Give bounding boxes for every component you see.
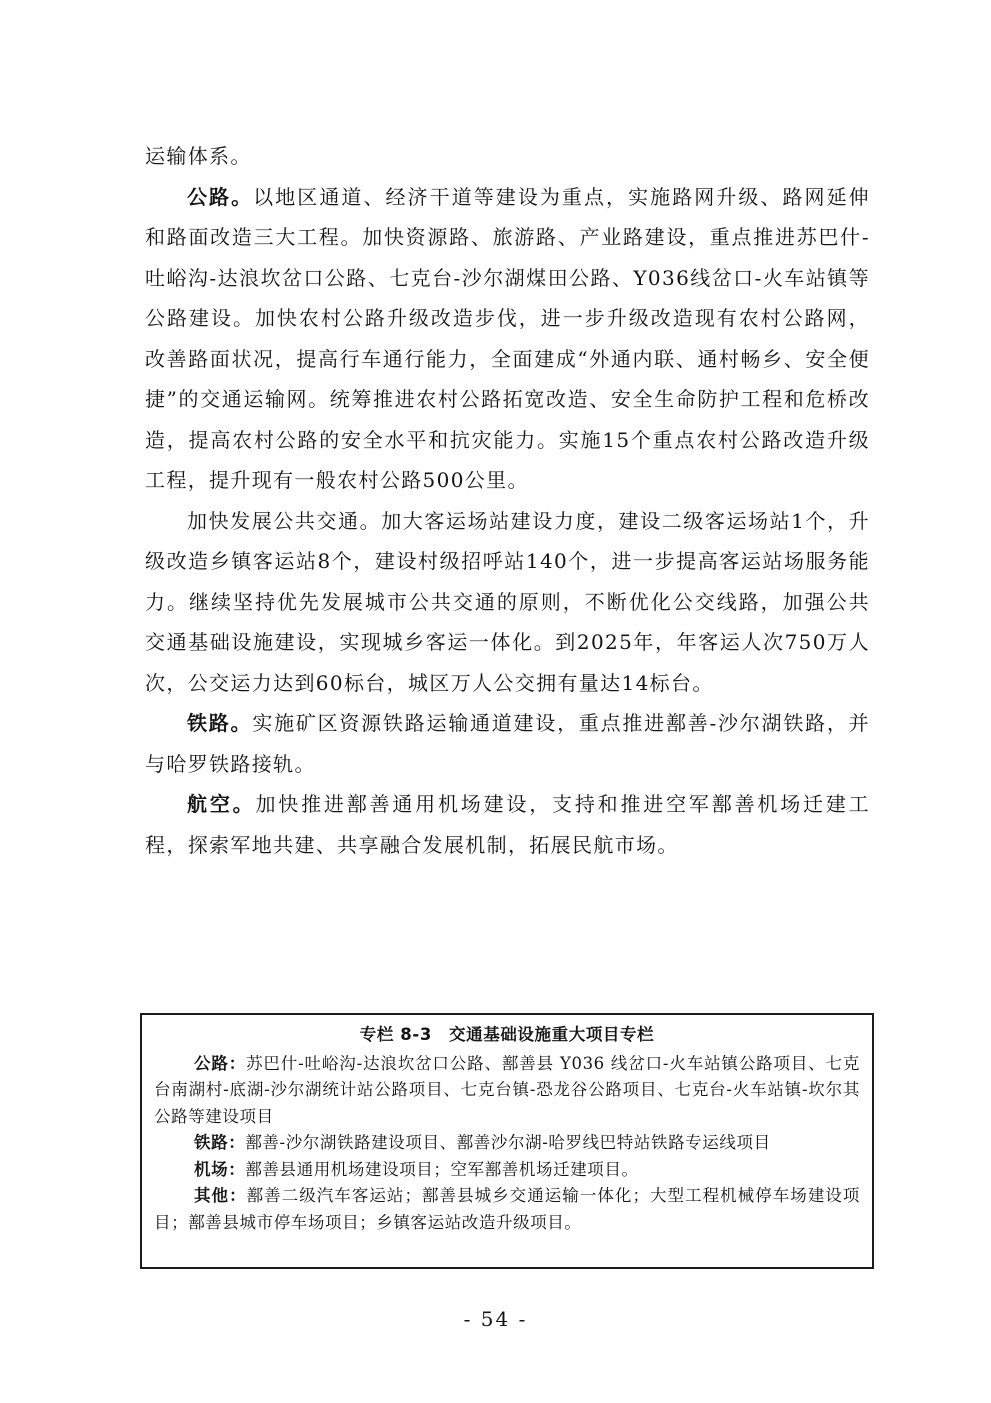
paragraph-continuation bbox=[145, 136, 870, 177]
paragraph-railway bbox=[145, 703, 870, 784]
paragraph-text: 加快发展公共交通。加大客运场站建设力度，建设二级客运场站1个，升级改造乡镇客运站8个，建设村级招呼站140个，进一步提高客运站场服务能力。继续坚持优先发展城市公共交通的原则，不断优化公交线路，加强公共交通基础设施建设，实现城乡客运一体化。到2025年，年客运人次750万人次，公交运力达到60标台，城区万人公交拥有量达14标台。 bbox=[145, 508, 870, 695]
box-item-text: 苏巴什-吐峪沟-达浪坎岔口公路、鄯善县 Y036 线岔口-火车站镇公路项目、七克台南湖村-底湖-沙尔湖统计站公路项目、七克台镇-恐龙谷公路项目、七克台-火车站镇-坎尔其公路等建设项目 bbox=[154, 1053, 860, 1126]
box-item-label: 公路： bbox=[194, 1053, 247, 1073]
page-number: - 54 - bbox=[463, 1307, 528, 1331]
box-item-airport bbox=[154, 1157, 860, 1184]
paragraph-text: 实施矿区资源铁路运输通道建设，重点推进鄯善-沙尔湖铁路，并与哈罗铁路接轨。 bbox=[145, 711, 870, 776]
box-item-label: 其他： bbox=[194, 1186, 247, 1205]
box-item-text: 鄯善县通用机场建设项目；空军鄯善机场迁建项目。 bbox=[245, 1159, 639, 1179]
paragraph-heading: 公路。 bbox=[187, 184, 254, 209]
paragraph-highway bbox=[145, 177, 870, 501]
paragraph-aviation bbox=[145, 784, 870, 865]
box-item-label: 机场： bbox=[194, 1159, 246, 1179]
box-item-text: 鄯善二级汽车客运站；鄯善县城乡交通运输一体化；大型工程机械停车场建设项目；鄯善县城市停车场项目；乡镇客运站改造升级项目。 bbox=[154, 1186, 860, 1232]
box-item-label: 铁路： bbox=[194, 1133, 246, 1152]
paragraph-text: 加快推进鄯善通用机场建设，支持和推进空军鄯善机场迁建工程，探索军地共建、共享融合发展机制，拓展民航市场。 bbox=[145, 792, 870, 857]
box-item-highway bbox=[154, 1051, 860, 1131]
box-item-text: 鄯善-沙尔湖铁路建设项目、鄯善沙尔湖-哈罗线巴特站铁路专运线项目 bbox=[245, 1133, 771, 1152]
box-title: 专栏 8-3 交通基础设施重大项目专栏 bbox=[359, 1025, 655, 1044]
paragraph-heading: 航空。 bbox=[187, 792, 256, 816]
paragraph-text: 以地区通道、经济干道等建设为重点，实施路网升级、路网延伸和路面改造三大工程。加快资源路、旅游路、产业路建设，重点推进苏巴什-吐峪沟-达浪坎岔口公路、七克台-沙尔湖煤田公路、Y036线岔口-火车站镇等公路建设。加快农村公路升级改造步伐，进一步升级改造现有农村公路网，改善路面状况，提高行车通行能力，全面建成“外通内联、通村畅乡、安全便捷”的交通运输网。统筹推进农村公路拓宽改造、安全生命防护工程和危桥改造，提高农村公路的安全水平和抗灾能力。实施15个重点农村公路改造升级工程，提升现有一般农村公路500公里。 bbox=[145, 184, 870, 492]
box-item-railway bbox=[154, 1130, 860, 1157]
box-item-other bbox=[154, 1183, 860, 1236]
body-text bbox=[145, 136, 870, 865]
paragraph-public-transport bbox=[145, 501, 870, 704]
paragraph-heading: 铁路。 bbox=[187, 711, 253, 735]
project-column-box bbox=[140, 1013, 874, 1269]
paragraph-text: 运输体系。 bbox=[145, 144, 252, 168]
